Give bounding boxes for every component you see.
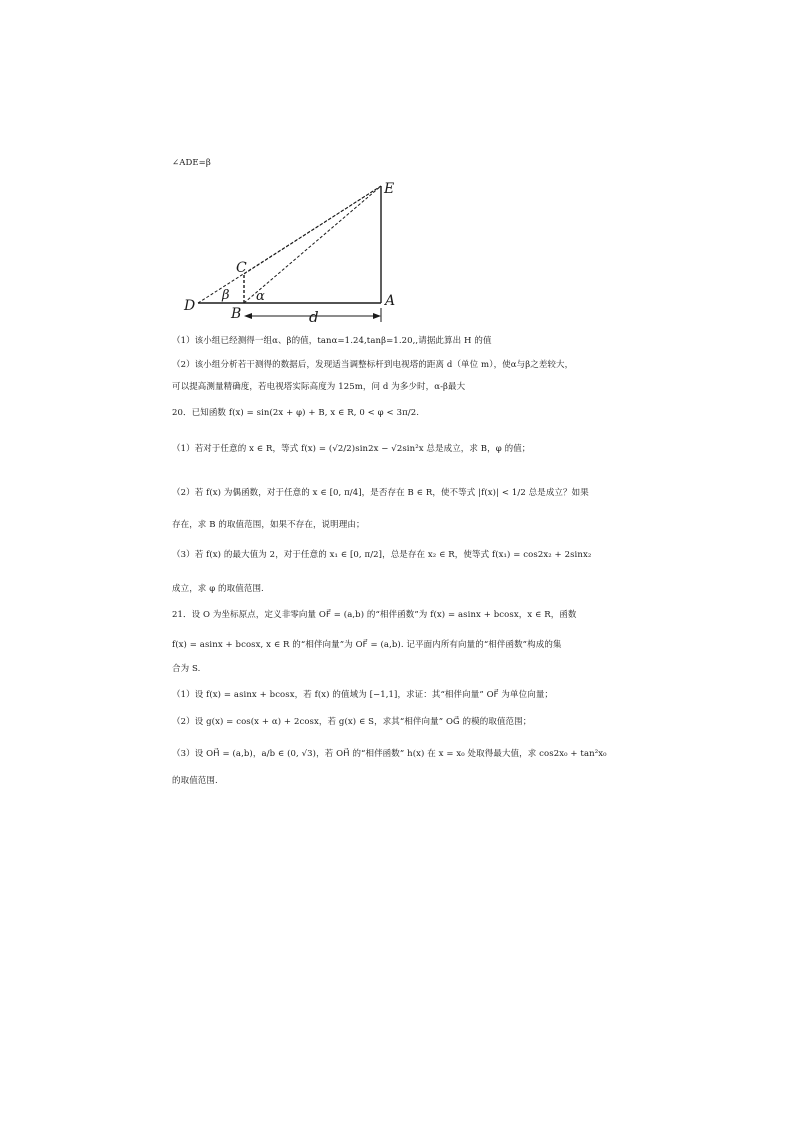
label-D: D [184,298,196,314]
line-BE-dashed [244,186,381,303]
q20-part1: （1）若对于任意的 x ∈ R，等式 f(x) = (√2/2)sin2x − √2sin²x 总是成立，求 B，φ 的值； [172,444,531,454]
label-C: C [236,260,247,276]
q19-part2-line2: 可以提高测量精确度，若电视塔实际高度为 125m，问 d 为多少时，α-β最大 [172,382,466,392]
q20-part3-line2: 成立，求 φ 的取值范围. [172,584,264,594]
q21-statement-line2: f(x) = asinx + bcosx, x ∈ R 的“相伴向量”为 OF⃗ = (a,b). 记平面内所有向量的“相伴函数”构成的集 [172,640,562,650]
arrow-right-icon [373,313,381,319]
q20-part2-line2: 存在，求 B 的取值范围，如果不存在，说明理由； [172,520,365,530]
q19-part2-line1: （2）该小组分析若干测得的数据后，发现适当调整标杆到电视塔的距离 d（单位 m），使α与β之差较大， [172,360,574,370]
label-beta: β [222,288,230,303]
q20-part2-line1: （2）若 f(x) 为偶函数，对于任意的 x ∈ [0, π/4]，是否存在 B ∈ R，使不等式 |f(x)| < 1/2 总是成立？如果 [172,488,589,498]
q20-part3-line1: （3）若 f(x) 的最大值为 2，对于任意的 x₁ ∈ [0, π/2]，总是存在 x₂ ∈ R，使等式 f(x₁) = cos2x₂ + 2sinx₂ [172,550,592,560]
q19-part1: （1）该小组已经测得一组α、β的值，tanα=1.24,tanβ=1.20,,请据此算出 H 的值 [172,336,492,346]
header-fragment: ∠ADE=β [172,158,211,168]
label-d: d [309,308,319,326]
q21-part3-line2: 的取值范围. [172,776,218,786]
q20-statement: 20．已知函数 f(x) = sin(2x + φ) + B, x ∈ R, 0 < φ < 3π/2. [172,408,420,418]
q21-statement-line3: 合为 S. [172,664,201,674]
arrow-left-icon [244,313,252,319]
label-alpha: α [256,289,265,304]
label-B: B [231,306,242,322]
q21-part3-line1: （3）设 OH⃗ = (a,b)，a/b ∈ (0, √3)，若 OH⃗ 的“相伴函数” h(x) 在 x = x₀ 处取得最大值，求 cos2x₀ + tan²x₀ [172,749,607,759]
q21-statement-line1: 21．设 O 为坐标原点，定义非零向量 OF⃗ = (a,b) 的“相伴函数”为 f(x) = asinx + bcosx，x ∈ R，函数 [172,610,577,620]
geometry-figure [180,176,405,326]
label-E: E [384,181,395,197]
q21-part2: （2）设 g(x) = cos(x + α) + 2cosx，若 g(x) ∈ S，求其“相伴向量” OG⃗ 的模的取值范围； [172,717,532,727]
q21-part1: （1）设 f(x) = asinx + bcosx，若 f(x) 的值域为 [−1,1]，求证：其“相伴向量” OF⃗ 为单位向量； [172,690,554,700]
label-A: A [385,293,396,309]
